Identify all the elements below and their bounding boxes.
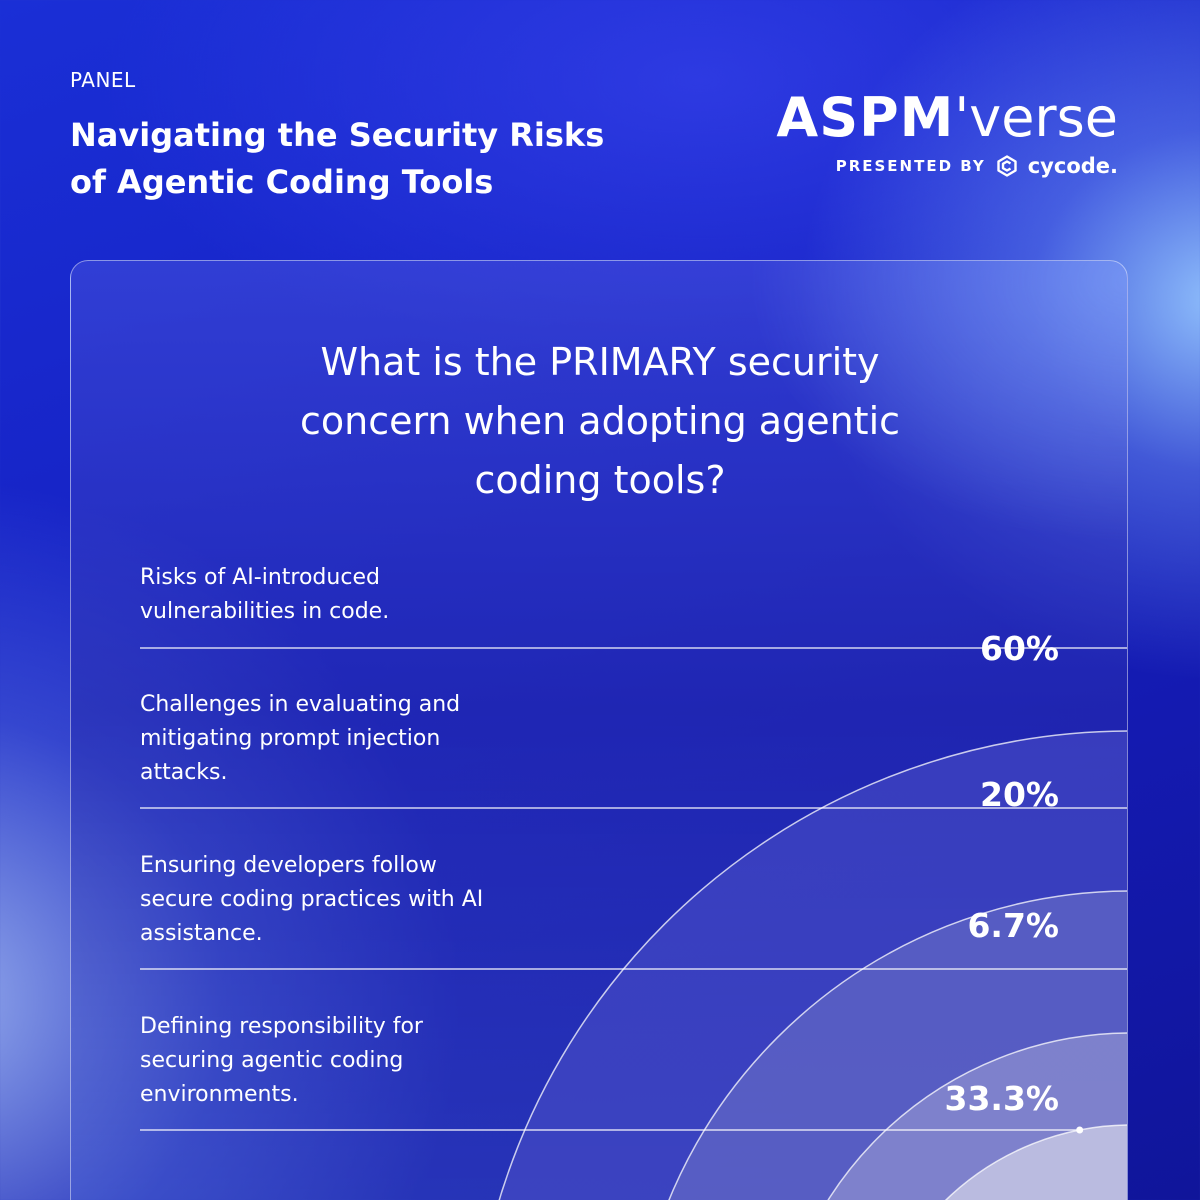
poll-card bbox=[70, 260, 1128, 1200]
question-line-2: concern when adopting agentic bbox=[299, 399, 901, 443]
brand-logo bbox=[776, 88, 1118, 178]
option-label-1: Risks of AI-introduced vulnerabilities in code. bbox=[140, 565, 390, 624]
cycode-logo-icon bbox=[996, 155, 1018, 177]
question-line-3: coding tools? bbox=[474, 458, 726, 502]
page-title: Navigating the Security Risks of Agentic Coding Tools bbox=[70, 116, 605, 201]
poll-question bbox=[71, 333, 1128, 510]
brand-wordmark-strong: ASPM bbox=[776, 86, 955, 149]
question-line-1: What is the PRIMARY security bbox=[320, 340, 880, 384]
leader-dot-1 bbox=[1128, 645, 1129, 652]
option-label-3: Ensuring developers follow secure coding practices with AI assistance. bbox=[140, 853, 484, 946]
presented-by-text: PRESENTED BY bbox=[835, 157, 986, 175]
option-label-2: Challenges in evaluating and mitigating prompt injection attacks. bbox=[140, 692, 461, 785]
brand-wordmark-light: 'verse bbox=[954, 86, 1118, 149]
leader-dot-2 bbox=[1128, 805, 1129, 812]
leader-dot-3 bbox=[1128, 966, 1129, 973]
panel-label: PANEL bbox=[70, 68, 136, 92]
value-label-4: 33.3% bbox=[944, 1079, 1059, 1118]
option-label-4: Defining responsibility for securing agentic coding environments. bbox=[140, 1014, 423, 1107]
sponsor-name: cycode. bbox=[1027, 154, 1118, 178]
value-label-2: 20% bbox=[980, 775, 1059, 814]
brand-wordmark bbox=[776, 88, 1118, 148]
presented-by-row bbox=[776, 154, 1118, 178]
value-label-1: 60% bbox=[980, 629, 1059, 668]
value-label-3: 6.7% bbox=[967, 906, 1059, 945]
leader-dot-4 bbox=[1076, 1127, 1083, 1134]
